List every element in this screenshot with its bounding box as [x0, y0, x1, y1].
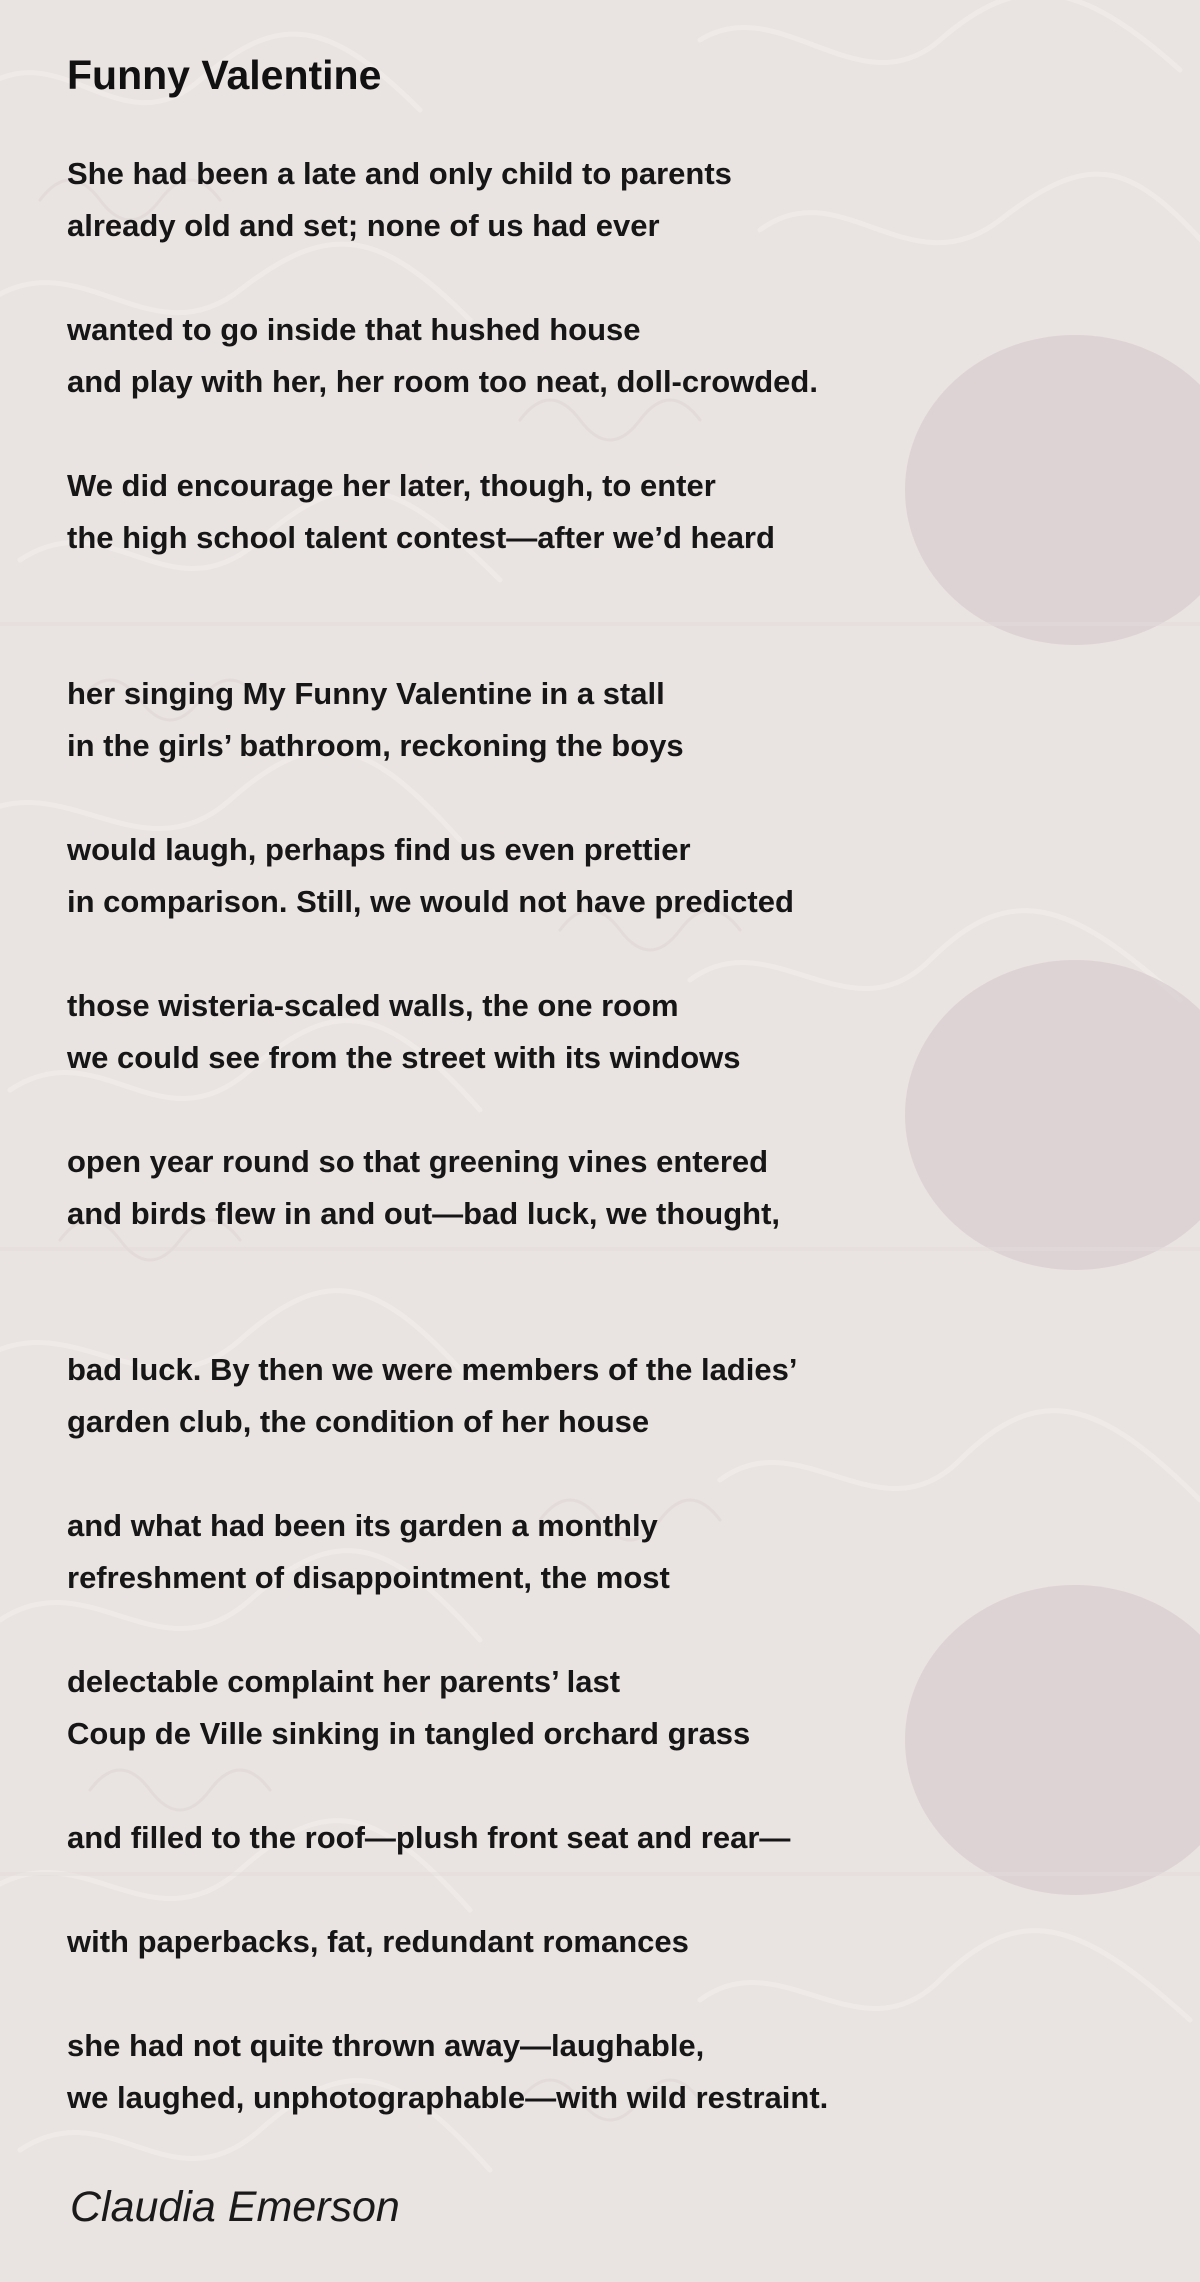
poem-line: we laughed, unphotographable—with wild restraint.	[67, 2080, 829, 2115]
poem-line: delectable complaint her parents’ last	[67, 1664, 621, 1699]
poem-line: open year round so that greening vines entered	[67, 1144, 769, 1179]
poem-line: Coup de Ville sinking in tangled orchard grass	[67, 1716, 751, 1751]
poem-line: and play with her, her room too neat, doll-crowded.	[67, 364, 818, 399]
poem-author: Claudia Emerson	[70, 2183, 400, 2231]
poem-line: she had not quite thrown away—laughable,	[67, 2028, 705, 2063]
poem-title: Funny Valentine	[67, 52, 382, 98]
poem-line: those wisteria-scaled walls, the one room	[67, 988, 679, 1023]
poem-line: wanted to go inside that hushed house	[67, 312, 641, 347]
poem-line: and what had been its garden a monthly	[67, 1508, 658, 1543]
poem-line: we could see from the street with its windows	[67, 1040, 741, 1075]
poem-line: garden club, the condition of her house	[67, 1404, 650, 1439]
poem-line: and birds flew in and out—bad luck, we thought,	[67, 1196, 780, 1231]
poem-line: in comparison. Still, we would not have predicted	[67, 884, 794, 919]
poem-line: and filled to the roof—plush front seat and rear—	[67, 1820, 791, 1855]
poem-line: already old and set; none of us had ever	[67, 208, 660, 243]
poem-line: would laugh, perhaps find us even prettier	[67, 832, 691, 867]
poem-line: in the girls’ bathroom, reckoning the boys	[67, 728, 684, 763]
poem-line: She had been a late and only child to parents	[67, 156, 732, 191]
poem-line: the high school talent contest—after we’d heard	[67, 520, 775, 555]
poem-line: We did encourage her later, though, to enter	[67, 468, 716, 503]
poem-line: refreshment of disappointment, the most	[67, 1560, 670, 1595]
poem-line: with paperbacks, fat, redundant romances	[67, 1924, 689, 1959]
poem-line: her singing My Funny Valentine in a stall	[67, 676, 665, 711]
poem-line: bad luck. By then we were members of the ladies’	[67, 1352, 798, 1387]
